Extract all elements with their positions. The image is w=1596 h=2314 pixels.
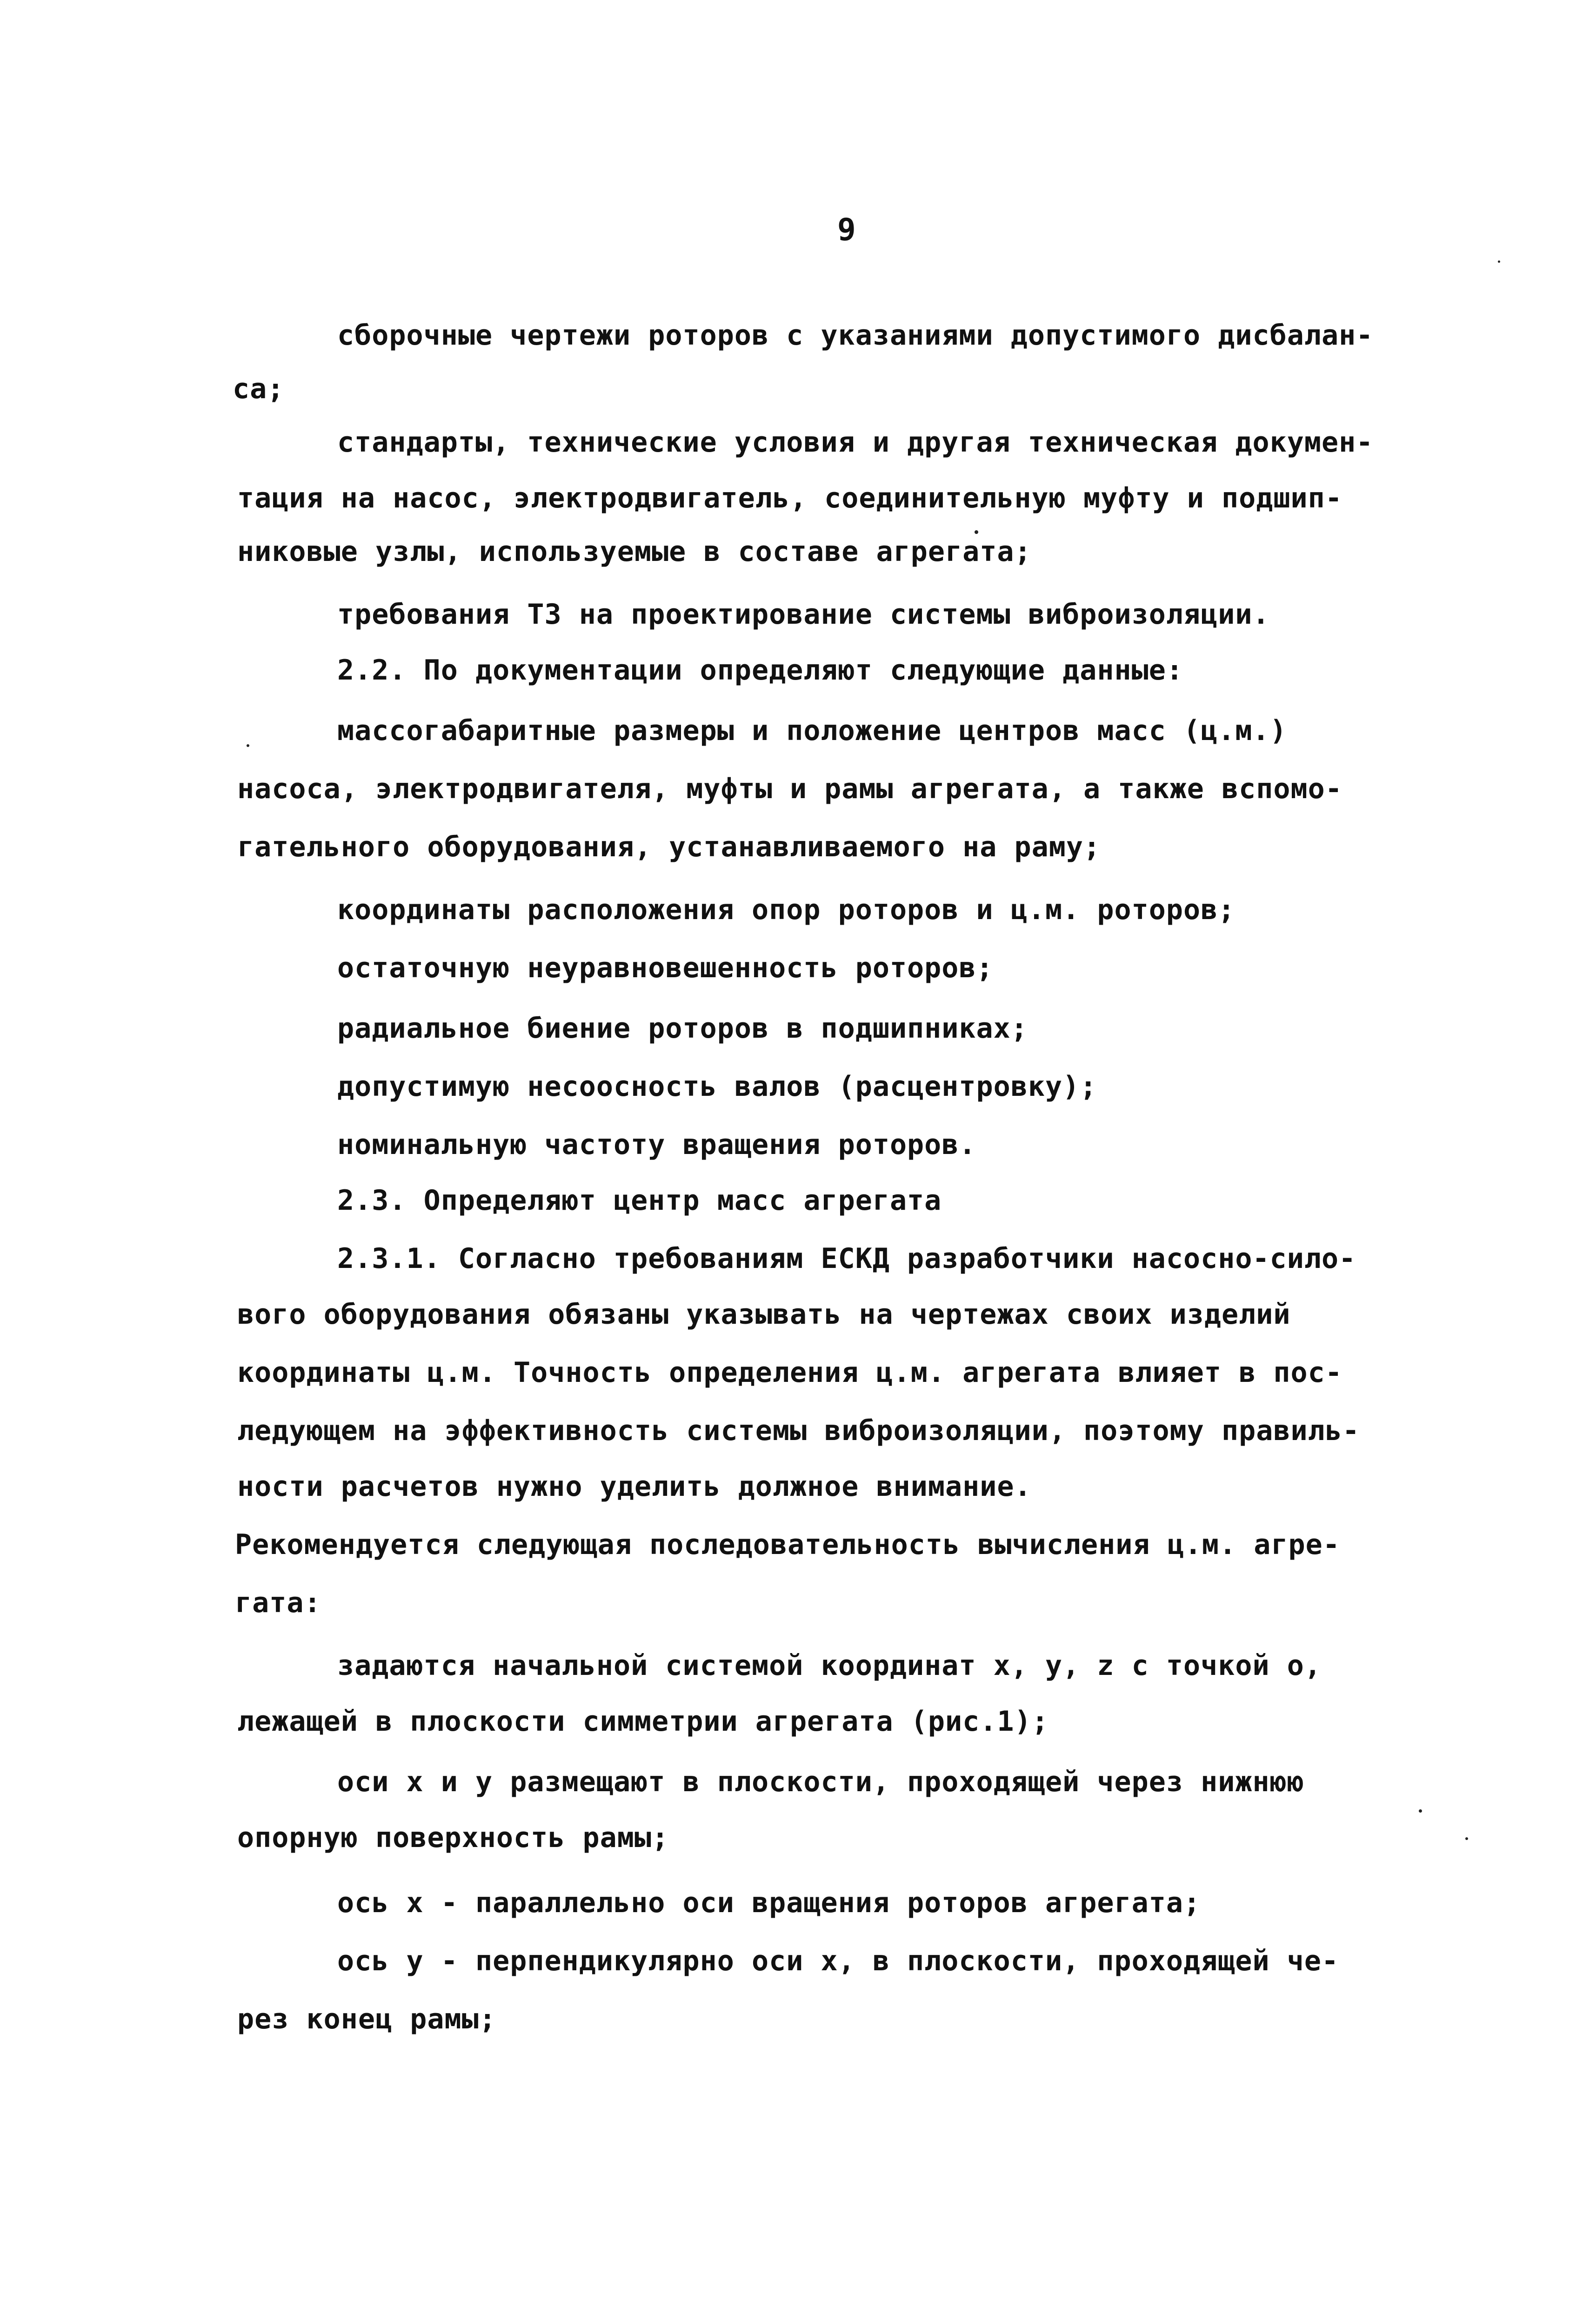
- text-line: гата:: [235, 1587, 321, 1619]
- text-line: 2.2. По документации определяют следующие данные:: [337, 654, 1184, 687]
- text-line: 2.3. Определяют центр масс агрегата: [337, 1184, 942, 1217]
- text-line: лежащей в плоскости симметрии агрегата (рис.1);: [237, 1705, 1049, 1738]
- text-line: са;: [233, 373, 285, 405]
- text-line: рез конец рамы;: [237, 2003, 496, 2035]
- text-line: оси x и y размещают в плоскости, проходящей через нижнюю: [337, 1766, 1304, 1798]
- text-line: сборочные чертежи роторов с указаниями допустимого дисбалан-: [337, 319, 1374, 352]
- text-line: стандарты, технические условия и другая техническая докумен-: [337, 426, 1374, 459]
- text-line: Рекомендуется следующая последовательность вычисления ц.м. агре-: [235, 1528, 1340, 1561]
- text-line: номинальную частоту вращения роторов.: [337, 1128, 976, 1161]
- scan-speck: [975, 530, 978, 534]
- text-line: допустимую несоосность валов (расцентровку);: [337, 1070, 1097, 1103]
- text-line: остаточную неуравновешенность роторов;: [337, 952, 994, 984]
- text-line: тация на насос, электродвигатель, соединительную муфту и подшип-: [237, 482, 1342, 514]
- text-line: требования ТЗ на проектирование системы виброизоляции.: [337, 598, 1270, 631]
- text-line: координаты ц.м. Точность определения ц.м. агрегата влияет в пос-: [237, 1356, 1342, 1389]
- text-line: координаты расположения опор роторов и ц.м. роторов;: [337, 894, 1235, 926]
- text-line: насоса, электродвигателя, муфты и рамы агрегата, а также вспомо-: [237, 773, 1342, 805]
- text-line: вого оборудования обязаны указывать на чертежах своих изделий: [237, 1298, 1291, 1331]
- text-line: массогабаритные размеры и положение центров масс (ц.м.): [337, 714, 1287, 747]
- text-line: радиальное биение роторов в подшипниках;: [337, 1012, 1028, 1045]
- scan-speck: [1498, 260, 1500, 263]
- text-line: опорную поверхность рамы;: [237, 1821, 669, 1854]
- text-line: гательного оборудования, устанавливаемого на раму;: [237, 831, 1101, 863]
- page-number: 9: [837, 212, 856, 247]
- text-line: никовые узлы, используемые в составе агрегата;: [237, 535, 1032, 568]
- text-line: ось y - перпендикулярно оси x, в плоскости, проходящей че-: [337, 1945, 1339, 1977]
- text-line: 2.3.1. Согласно требованиям ЕСКД разработчики насосно-сило-: [337, 1242, 1356, 1275]
- scan-speck: [247, 744, 249, 747]
- text-line: ось x - параллельно оси вращения роторов агрегата;: [337, 1887, 1201, 1919]
- text-line: задаются начальной системой координат x, y, z с точкой о,: [337, 1649, 1322, 1682]
- scan-speck: [1465, 1837, 1468, 1840]
- scan-speck: [1419, 1809, 1422, 1813]
- text-line: ности расчетов нужно уделить должное внимание.: [237, 1470, 1032, 1503]
- text-line: ледующем на эффективность системы виброизоляции, поэтому правиль-: [237, 1414, 1360, 1447]
